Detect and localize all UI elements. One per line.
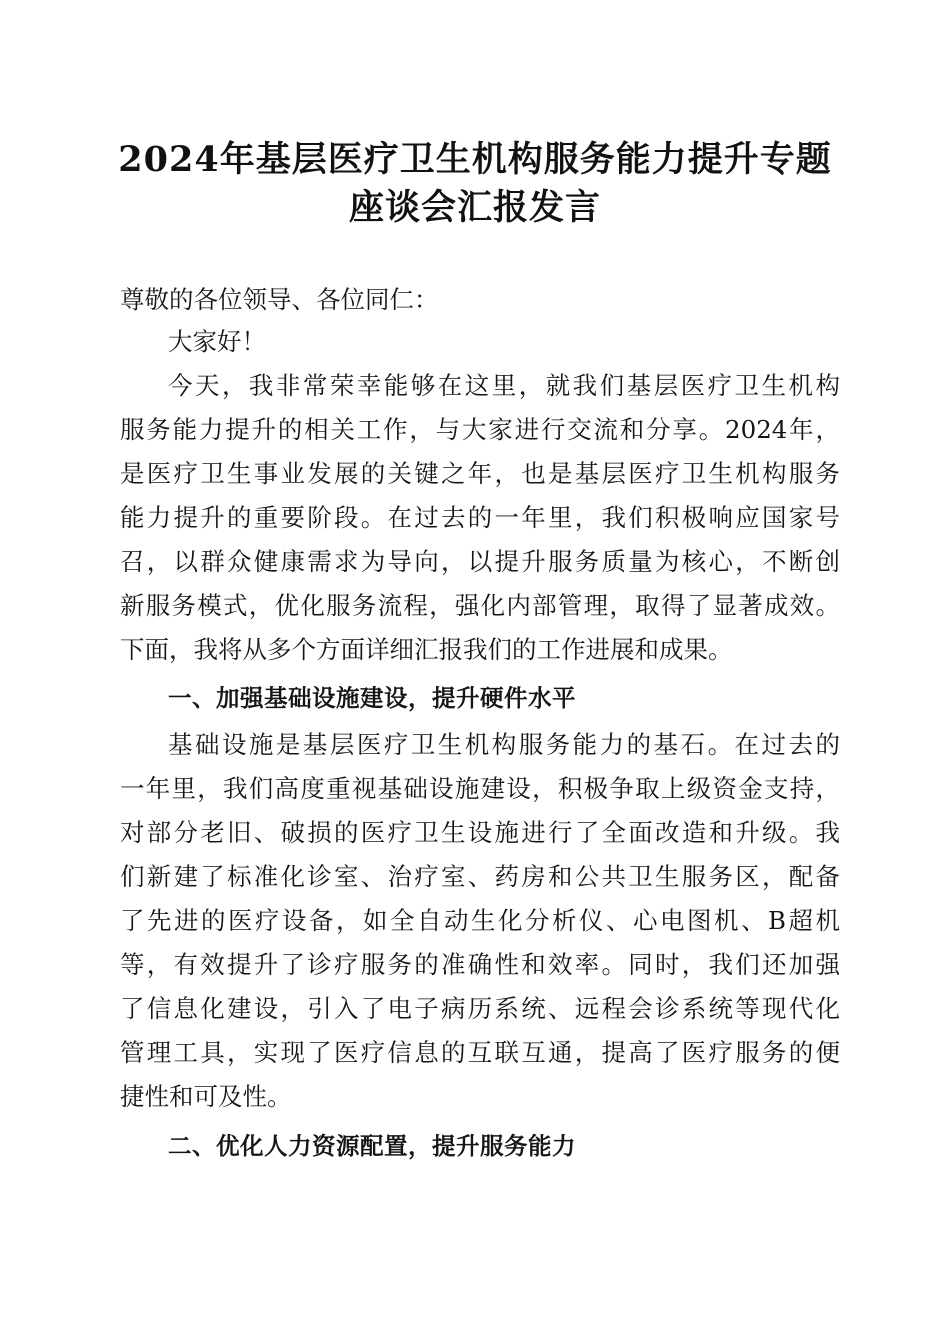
intro-line: 能力提升的重要阶段。在过去的一年里，我们积极响应国家号 xyxy=(120,503,840,532)
section-1-line: 了先进的医疗设备，如全自动生化分析仪、心电图机、B超机 xyxy=(120,906,840,935)
section-1-line: 对部分老旧、破损的医疗卫生设施进行了全面改造和升级。我 xyxy=(120,818,840,847)
intro-line: 召，以群众健康需求为导向，以提升服务质量为核心，不断创 xyxy=(120,547,840,576)
intro-line: 新服务模式，优化服务流程，强化内部管理，取得了显著成效。 xyxy=(120,591,840,620)
section-1-line: 一年里，我们高度重视基础设施建设，积极争取上级资金支持， xyxy=(120,774,840,803)
document-title-line-2: 座谈会汇报发言 xyxy=(348,187,601,228)
document-title-line-1: 2024年基层医疗卫生机构服务能力提升专题 xyxy=(118,139,832,180)
section-1-line: 了信息化建设，引入了电子病历系统、远程会诊系统等现代化 xyxy=(120,994,840,1023)
section-1-heading: 一、加强基础设施建设，提升硬件水平 xyxy=(168,684,576,712)
section-1-line: 等，有效提升了诊疗服务的准确性和效率。同时，我们还加强 xyxy=(120,950,840,979)
section-1-line: 管理工具，实现了医疗信息的互联互通，提高了医疗服务的便 xyxy=(120,1038,840,1067)
salutation: 尊敬的各位领导、各位同仁： xyxy=(120,285,439,314)
greeting: 大家好！ xyxy=(168,327,266,356)
section-1-line: 们新建了标准化诊室、治疗室、药房和公共卫生服务区，配备 xyxy=(120,862,840,891)
section-1-line: 基础设施是基层医疗卫生机构服务能力的基石。在过去的 xyxy=(168,730,840,759)
intro-line: 服务能力提升的相关工作，与大家进行交流和分享。2024年， xyxy=(120,415,840,444)
intro-line: 下面，我将从多个方面详细汇报我们的工作进展和成果。 xyxy=(120,635,733,664)
section-1-line: 捷性和可及性。 xyxy=(120,1082,292,1111)
section-2-heading: 二、优化人力资源配置，提升服务能力 xyxy=(168,1132,576,1160)
intro-line: 今天，我非常荣幸能够在这里，就我们基层医疗卫生机构 xyxy=(168,371,840,400)
intro-line: 是医疗卫生事业发展的关键之年，也是基层医疗卫生机构服务 xyxy=(120,459,840,488)
